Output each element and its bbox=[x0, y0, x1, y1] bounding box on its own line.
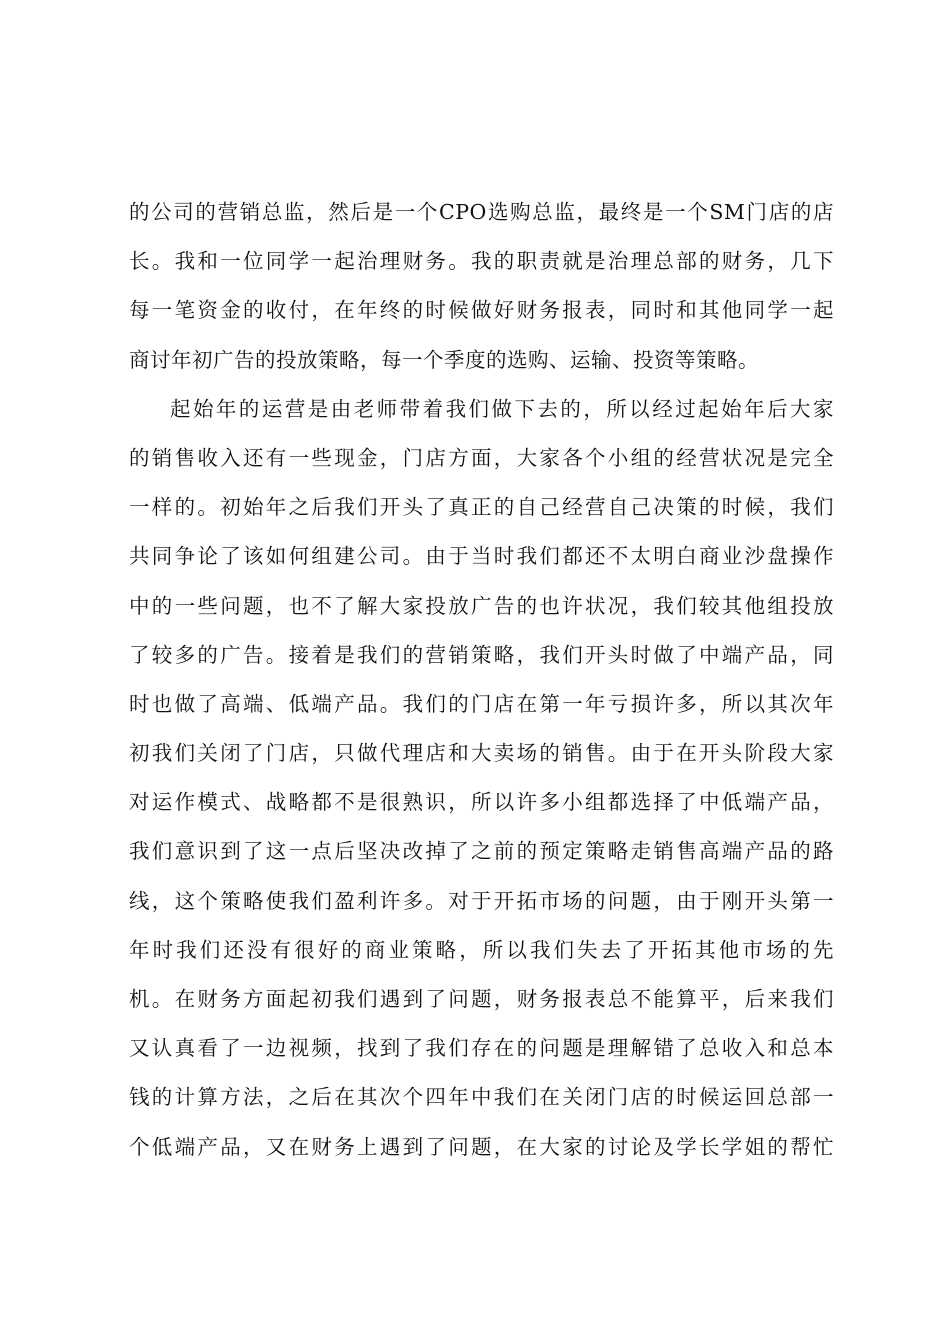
text-line: 初我们关闭了门店，只做代理店和大卖场的销售。由于在开头阶段大家 bbox=[129, 741, 834, 766]
text-line: 个低端产品，又在财务上遇到了问题，在大家的讨论及学长学姐的帮忙 bbox=[129, 1134, 834, 1159]
text-line: 钱的计算方法，之后在其次个四年中我们在关闭门店的时候运回总部一 bbox=[129, 1085, 834, 1110]
text-line: 的销售收入还有一些现金，门店方面，大家各个小组的经营状况是完全 bbox=[129, 445, 834, 470]
text-line: 对运作模式、战略都不是很熟识，所以许多小组都选择了中低端产品， bbox=[129, 790, 834, 815]
text-line: 线，这个策略使我们盈利许多。对于开拓市场的问题，由于刚开头第一 bbox=[129, 888, 834, 913]
text-line: 一样的。初始年之后我们开头了真正的自己经营自己决策的时候，我们 bbox=[129, 495, 834, 520]
text-line: 了较多的广告。接着是我们的营销策略，我们开头时做了中端产品，同 bbox=[129, 642, 834, 667]
text-line: 我们意识到了这一点后坚决改掉了之前的预定策略走销售高端产品的路 bbox=[129, 839, 834, 864]
text-line: 的公司的营销总监，然后是一个CPO选购总监，最终是一个SM门店的店 bbox=[129, 200, 834, 224]
body-text bbox=[129, 188, 834, 1172]
text-line: 长。我和一位同学一起治理财务。我的职责就是治理总部的财务，几下 bbox=[129, 249, 834, 274]
text-line: 又认真看了一边视频，找到了我们存在的问题是理解错了总收入和总本 bbox=[129, 1036, 834, 1061]
paragraph-first-line: 起始年的运营是由老师带着我们做下去的，所以经过起始年后大家 bbox=[170, 396, 834, 421]
text-line: 时也做了高端、低端产品。我们的门店在第一年亏损许多，所以其次年 bbox=[129, 691, 834, 716]
text-line: 共同争论了该如何组建公司。由于当时我们都还不太明白商业沙盘操作 bbox=[129, 544, 834, 569]
text-line: 年时我们还没有很好的商业策略，所以我们失去了开拓其他市场的先 bbox=[129, 937, 834, 962]
text-line: 机。在财务方面起初我们遇到了问题，财务报表总不能算平，后来我们 bbox=[129, 987, 834, 1011]
text-line: 每一笔资金的收付，在年终的时候做好财务报表，同时和其他同学一起 bbox=[129, 298, 834, 323]
text-line: 中的一些问题，也不了解大家投放广告的也许状况，我们较其他组投放 bbox=[129, 593, 834, 618]
text-line: 商讨年初广告的投放策略，每一个季度的选购、运输、投资等策略。 bbox=[129, 347, 759, 372]
